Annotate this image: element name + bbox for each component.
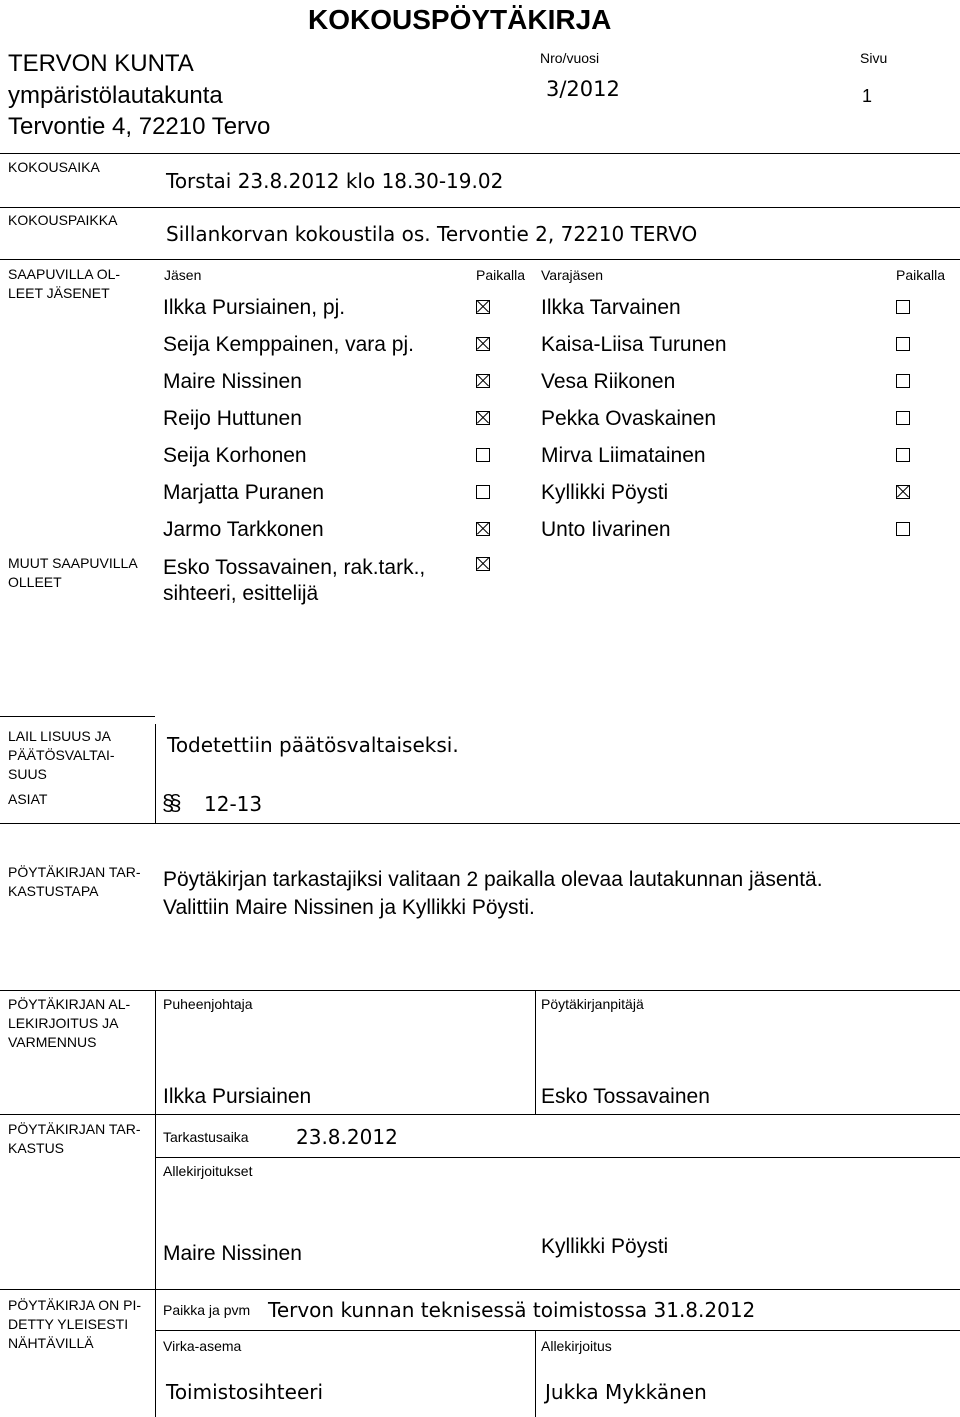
section-symbol-icon: §§	[162, 790, 177, 815]
secretary-label: Pöytäkirjanpitäjä	[541, 996, 644, 1012]
org-address: Tervontie 4, 72210 Tervo	[8, 113, 271, 140]
deputy-present-checkbox[interactable]	[896, 522, 910, 536]
others-role: sihteeri, esittelijä	[163, 582, 319, 605]
document-title: KOKOUSPÖYTÄKIRJA	[308, 4, 612, 35]
column-divider	[535, 1330, 536, 1417]
divider	[0, 716, 155, 717]
deputy-present-checkbox[interactable]	[896, 300, 910, 314]
divider	[0, 990, 960, 991]
matters-label: ASIAT	[8, 791, 48, 807]
deputy-name: Pekka Ovaskainen	[541, 407, 717, 430]
signature-label: Allekirjoitus	[541, 1338, 612, 1354]
check-method-text-2: Valittiin Maire Nissinen ja Kyllikki Pöysti.	[163, 896, 535, 919]
meeting-place-value: Sillankorvan kokoustila os. Tervontie 2, 72210 TERVO	[166, 222, 698, 246]
deputy-present-checkbox[interactable]	[896, 411, 910, 425]
attendance-section-label: SAAPUVILLA OL-LEET JÄSENET	[8, 266, 121, 301]
member-name: Marjatta Puranen	[163, 481, 325, 504]
place-date-label: Paikka ja pvm	[163, 1302, 251, 1318]
member-present-checkbox[interactable]	[476, 374, 490, 388]
meeting-place-label: KOKOUSPAIKKA	[8, 212, 118, 228]
deputy-name: Unto Iivarinen	[541, 518, 671, 541]
check-method-text-1: Pöytäkirjan tarkastajiksi valitaan 2 paikalla olevaa lautakunnan jäsentä.	[163, 868, 823, 891]
deputy-present-checkbox[interactable]	[896, 448, 910, 462]
column-divider	[155, 1114, 156, 1289]
member-present-checkbox[interactable]	[476, 411, 490, 425]
page-number: 1	[862, 86, 873, 106]
divider	[0, 207, 960, 208]
deputy-name: Kyllikki Pöysti	[541, 481, 669, 504]
matters-value: 12-13	[204, 792, 263, 816]
meeting-time-label: KOKOUSAIKA	[8, 159, 100, 175]
secretary-name: Esko Tossavainen	[541, 1085, 710, 1108]
member-present-checkbox[interactable]	[476, 337, 490, 351]
divider	[155, 1157, 960, 1158]
others-name: Esko Tossavainen, rak.tark.,	[163, 556, 426, 579]
meeting-time-value: Torstai 23.8.2012 klo 18.30-19.02	[166, 169, 504, 193]
check-time-value: 23.8.2012	[296, 1125, 398, 1149]
others-section-label: MUUT SAAPUVILLA OLLEET	[8, 555, 137, 590]
col-present-header: Paikalla	[476, 267, 526, 283]
divider	[0, 259, 960, 260]
col-member-header: Jäsen	[164, 267, 202, 283]
deputy-name: Mirva Liimatainen	[541, 444, 706, 467]
column-divider	[155, 1289, 156, 1417]
member-name: Reijo Huttunen	[163, 407, 302, 430]
signing-label: PÖYTÄKIRJAN AL-LEKIRJOITUS JA VARMENNUS	[8, 996, 131, 1050]
col-present2-header: Paikalla	[896, 267, 946, 283]
number-value: 3/2012	[546, 77, 620, 101]
deputy-present-checkbox[interactable]	[896, 374, 910, 388]
member-name: Jarmo Tarkkonen	[163, 518, 324, 541]
column-divider	[535, 990, 536, 1115]
org-unit: ympäristölautakunta	[8, 82, 223, 109]
chair-label: Puheenjohtaja	[163, 996, 253, 1012]
signatures-label: Allekirjoitukset	[163, 1163, 253, 1179]
deputy-name: Ilkka Tarvainen	[541, 296, 681, 319]
deputy-name: Vesa Riikonen	[541, 370, 676, 393]
place-date-value: Tervon kunnan teknisessä toimistossa 31.8.2012	[268, 1298, 756, 1322]
number-label: Nro/vuosi	[540, 50, 600, 66]
public-label: PÖYTÄKIRJA ON PI-DETTY YLEISESTI NÄHTÄVILLÄ	[8, 1297, 142, 1351]
legality-value: Todetettiin päätösvaltaiseksi.	[167, 733, 459, 757]
member-present-checkbox[interactable]	[476, 300, 490, 314]
others-present-checkbox[interactable]	[476, 557, 490, 571]
office-value: Toimistosihteeri	[166, 1380, 324, 1404]
col-deputy-header: Varajäsen	[541, 267, 604, 283]
divider	[0, 1114, 960, 1115]
divider	[155, 1330, 960, 1331]
member-name: Seija Kemppainen, vara pj.	[163, 333, 414, 356]
checker-1-name: Maire Nissinen	[163, 1242, 302, 1265]
member-present-checkbox[interactable]	[476, 448, 490, 462]
column-divider	[155, 990, 156, 1115]
legality-label: LAIL LISUUS JA PÄÄTÖSVALTAI-SUUS	[8, 728, 115, 782]
divider	[0, 153, 960, 154]
member-name: Seija Korhonen	[163, 444, 307, 467]
deputy-present-checkbox[interactable]	[896, 485, 910, 499]
check-time-label: Tarkastusaika	[163, 1129, 249, 1145]
signature-value: Jukka Mykkänen	[545, 1380, 707, 1404]
checking-label: PÖYTÄKIRJAN TAR-KASTUS	[8, 1121, 141, 1156]
member-name: Ilkka Pursiainen, pj.	[163, 296, 346, 319]
chair-name: Ilkka Pursiainen	[163, 1085, 312, 1108]
member-present-checkbox[interactable]	[476, 485, 490, 499]
column-divider	[155, 724, 156, 824]
divider	[0, 1289, 960, 1290]
member-name: Maire Nissinen	[163, 370, 302, 393]
checker-2-name: Kyllikki Pöysti	[541, 1235, 669, 1258]
page-label: Sivu	[860, 50, 888, 66]
member-present-checkbox[interactable]	[476, 522, 490, 536]
deputy-present-checkbox[interactable]	[896, 337, 910, 351]
org-name: TERVON KUNTA	[8, 50, 194, 77]
divider	[0, 823, 960, 824]
deputy-name: Kaisa-Liisa Turunen	[541, 333, 727, 356]
check-method-label: PÖYTÄKIRJAN TAR-KASTUSTAPA	[8, 864, 141, 899]
office-label: Virka-asema	[163, 1338, 242, 1354]
